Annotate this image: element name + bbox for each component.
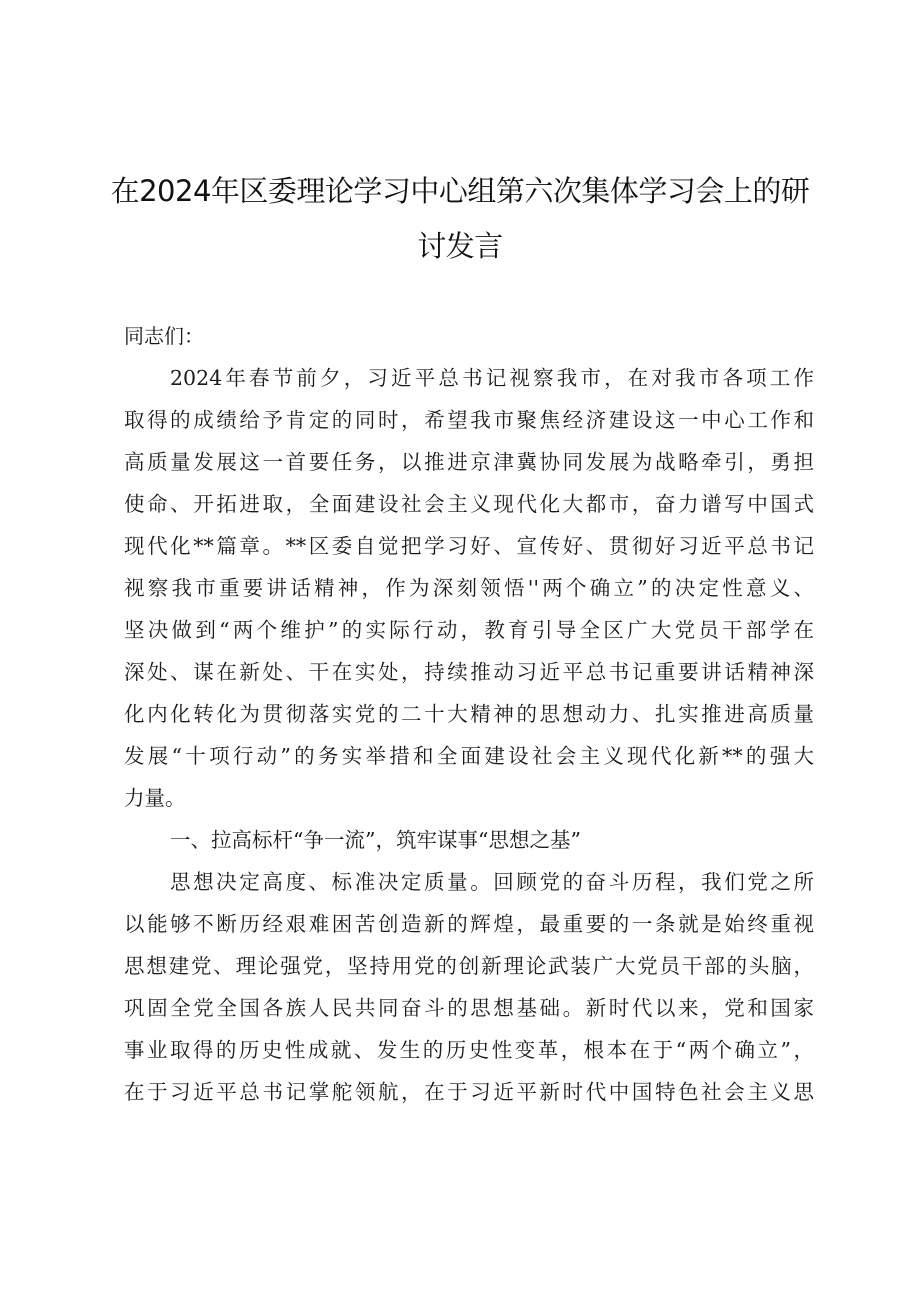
paragraph-2-line: 事业取得的历史性成就、发生的历史性变革，根本在于“两个确立”， — [124, 1038, 814, 1062]
paragraph-2-line: 在于习近平总书记掌舵领航，在于习近平新时代中国特色社会主义思 — [124, 1080, 814, 1104]
paragraph-1-line: 深处、谋在新处、干在实处，持续推动习近平总书记重要讲话精神深 — [124, 660, 814, 684]
paragraph-1-line: 2024年春节前夕，习近平总书记视察我市，在对我市各项工作 — [170, 366, 814, 390]
paragraph-1-line: 取得的成绩给予肯定的同时，希望我市聚焦经济建设这一中心工作和 — [124, 408, 814, 432]
section-heading: 一、拉高标杆“争一流”，筑牢谋事“思想之基” — [170, 828, 581, 852]
paragraph-2-line: 思想决定高度、标准决定质量。回顾党的奋斗历程，我们党之所 — [170, 870, 814, 894]
paragraph-1-line: 现代化**篇章。**区委自觉把学习好、宣传好、贯彻好习近平总书记 — [124, 534, 814, 558]
paragraph-2-line: 思想建党、理论强党，坚持用党的创新理论武装广大党员干部的头脑， — [124, 954, 814, 978]
document-title-line-1: 在2024年区委理论学习中心组第六次集体学习会上的研 — [110, 174, 810, 208]
paragraph-2-line: 巩固全党全国各族人民共同奋斗的思想基础。新时代以来，党和国家 — [124, 996, 814, 1020]
paragraph-2-line: 以能够不断历经艰难困苦创造新的辉煌，最重要的一条就是始终重视 — [124, 912, 814, 936]
document-title-line-2: 讨发言 — [417, 229, 503, 263]
paragraph-1-line: 高质量发展这一首要任务，以推进京津冀协同发展为战略牵引，勇担 — [124, 450, 814, 474]
paragraph-1-line: 化内化转化为贯彻落实党的二十大精神的思想动力、扎实推进高质量 — [124, 702, 814, 726]
paragraph-1-line: 使命、开拓进取，全面建设社会主义现代化大都市，奋力谱写中国式 — [124, 492, 814, 516]
paragraph-1-line: 发展“十项行动”的务实举措和全面建设社会主义现代化新**的强大 — [124, 744, 814, 768]
paragraph-1-line: 视察我市重要讲话精神，作为深刻领悟''两个确立”的决定性意义、 — [124, 576, 814, 600]
paragraph-1-line: 力量。 — [124, 786, 186, 810]
paragraph-1-line: 坚决做到“两个维护”的实际行动，教育引导全区广大党员干部学在 — [124, 618, 814, 642]
salutation: 同志们： — [124, 324, 204, 348]
